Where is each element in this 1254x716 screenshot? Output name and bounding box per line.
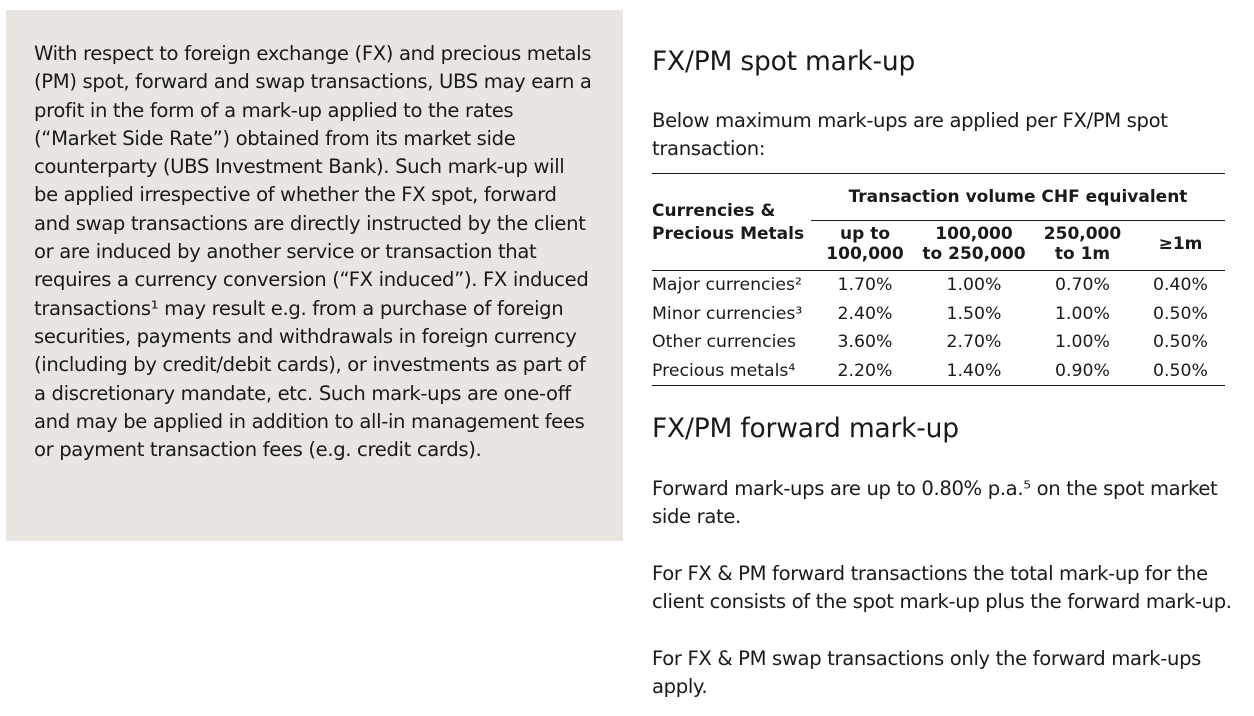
table-cell: 1.00% [1055,303,1110,324]
table-cell: 1.70% [837,275,893,295]
column-header-250000-to-1m [1029,224,1136,264]
table-cell: 0.50% [1153,332,1208,352]
column-header-line: to 250,000 [922,244,1026,264]
table-row [652,357,1225,386]
table-cell: 0.70% [1055,275,1110,295]
table-cell: 2.70% [946,332,1002,352]
table-cell: 1.50% [946,303,1002,324]
row-label: Precious metals⁴ [652,360,796,381]
table-row [652,271,1225,300]
forward-total-paragraph: For FX & PM forward transactions the total mark-up for the client consists of the spot mark-up plus the forward mark-up. [652,562,1232,614]
table-cell: 2.40% [837,303,893,324]
forward-markup-heading: FX/PM forward mark-up [652,413,959,444]
column-header-line: 100,000 [826,244,904,264]
column-header-100000-to-250000 [919,224,1029,264]
table-row [652,328,1225,357]
column-header-line: ≥1m [1158,234,1203,254]
row-label: Other currencies [652,332,797,352]
forward-markup-paragraph: Forward mark-ups are up to 0.80% p.a.⁵ on the spot market side rate. [652,477,1218,529]
table-cell: 0.90% [1055,360,1110,381]
table-cell: 3.60% [837,332,893,352]
group-header-rule [811,220,1225,221]
currencies-header: Currencies & Precious Metals [652,201,805,244]
table-cell: 2.20% [837,360,893,381]
spot-intro-text: Below maximum mark-ups are applied per FX/PM spot transaction: [652,109,1168,161]
column-header-up-to-100000 [811,224,919,264]
column-header-1m-plus [1136,234,1225,254]
table-bottom-rule [652,385,1225,386]
spot-markup-heading: FX/PM spot mark-up [652,46,916,77]
fx-markup-explanation: With respect to foreign exchange (FX) and precious metals (PM) spot, forward and swap transactions, UBS may earn a profit in the form of a mark-up applied to the rates (“Market Side Rate”) obtained from its market side counterparty (UBS Investment Bank). Such mark-up will be applied irrespective of whether the FX spot, forward and swap transactions are directly instructed by the client or are induced by another service or transaction that requires a currency conversion (“FX induced”). FX induced transactions¹ may result e.g. from a purchase of foreign securities, payments and withdrawals in foreign currency (including by credit/debit cards), or investments as part of a discretionary mandate, etc. Such mark-ups are one-off and may be applied in addition to all-in management fees or payment transaction fees (e.g. credit cards). [34,42,592,462]
table-cell: 1.40% [946,360,1002,381]
table-cell: 0.50% [1153,303,1208,324]
column-header-line: to 1m [1054,244,1111,264]
transaction-volume-header: Transaction volume CHF equivalent [848,187,1188,207]
column-header-line: 100,000 [935,224,1013,244]
row-label: Major currencies² [652,275,802,295]
table-cell: 1.00% [1055,332,1110,352]
column-header-line: up to [840,224,890,244]
table-cell: 1.00% [946,275,1002,295]
column-header-line: 250,000 [1043,224,1122,244]
table-cell: 0.40% [1153,275,1208,295]
table-row [652,300,1225,329]
row-label: Minor currencies³ [652,303,803,324]
table-cell: 0.50% [1153,360,1208,381]
table-top-rule [652,173,1225,174]
swap-paragraph: For FX & PM swap transactions only the forward mark-ups apply. [652,647,1202,699]
